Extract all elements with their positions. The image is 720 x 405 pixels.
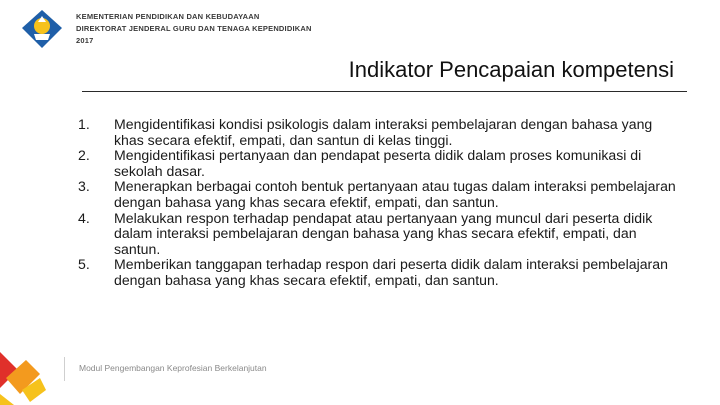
page-title: Indikator Pencapaian kompetensi	[348, 57, 674, 82]
list-item-number: 5.	[78, 256, 90, 273]
list-item	[78, 257, 678, 288]
list-item-text: Mengidentifikasi pertanyaan dan pendapat peserta didik dalam proses komunikasi di sekolah dasar.	[114, 147, 642, 179]
header	[18, 8, 312, 50]
title-divider	[82, 91, 687, 92]
corner-decoration	[0, 342, 50, 405]
list-item-number: 2.	[78, 147, 90, 164]
list-item-text: Melakukan respon terhadap pendapat atau pertanyaan yang muncul dari peserta didik dalam interaksi pembelajaran dengan bahasa yang khas secara efektif, empati, dan santun.	[114, 209, 653, 257]
list-item	[78, 179, 678, 210]
organization-name	[76, 11, 312, 47]
footer-text: Modul Pengembangan Keprofesian Berkelanjutan	[79, 363, 267, 373]
org-line: KEMENTERIAN PENDIDIKAN DAN KEBUDAYAAN	[76, 12, 260, 21]
list-item-text: Menerapkan berbagai contoh bentuk pertanyaan atau tugas dalam interaksi pembelajaran dengan bahasa yang khas secara efektif, empati, dan santun.	[114, 178, 676, 210]
footer-divider	[64, 357, 65, 381]
org-line: DIREKTORAT JENDERAL GURU DAN TENAGA KEPENDIDIKAN	[76, 24, 312, 33]
list-item-text: Memberikan tanggapan terhadap respon dari peserta didik dalam interaksi pembelajaran dengan bahasa yang khas secara efektif, empati, dan santun.	[114, 256, 668, 288]
list-item	[78, 148, 678, 179]
list-item	[78, 117, 678, 148]
indicator-list	[78, 117, 678, 289]
list-item-number: 4.	[78, 209, 90, 226]
list-item-text: Mengidentifikasi kondisi psikologis dalam interaksi pembelajaran dengan bahasa yang khas secara efektif, empati, dan santun di kelas tinggi.	[114, 116, 653, 148]
tut-wuri-handayani-logo-icon	[18, 8, 66, 50]
list-item-number: 1.	[78, 116, 90, 132]
org-year: 2017	[76, 36, 94, 45]
list-item	[78, 211, 678, 258]
list-item-number: 3.	[78, 178, 90, 195]
